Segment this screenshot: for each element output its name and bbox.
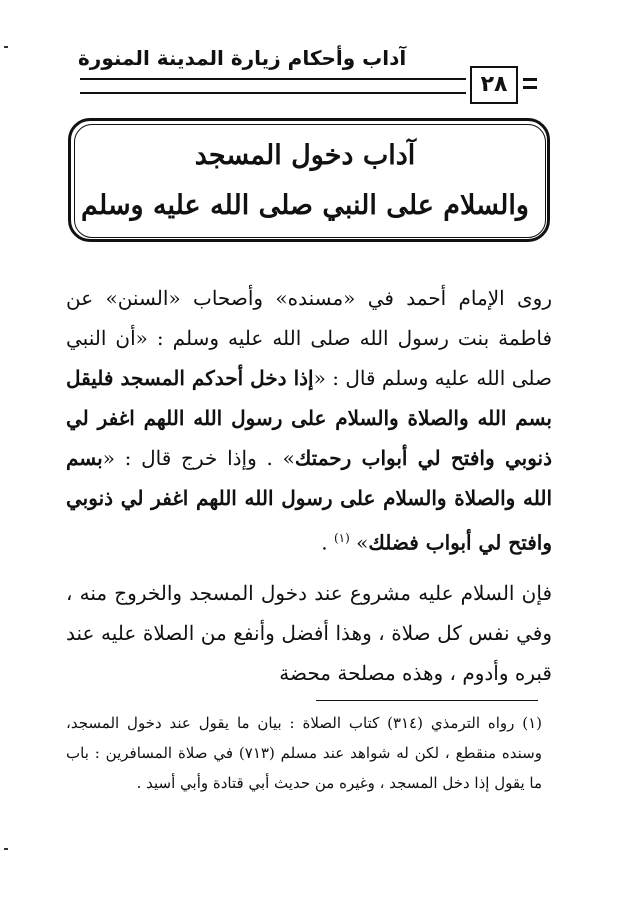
- footnote-reference: (١): [333, 531, 350, 545]
- header-dash-mark: [523, 78, 537, 81]
- paragraph-1-middle: » . وإذا خرج قال : «: [102, 446, 295, 470]
- running-header-title: آداب وأحكام زيارة المدينة المنورة: [78, 46, 407, 70]
- margin-mark: [4, 46, 8, 48]
- header-rule: [80, 78, 466, 94]
- header-dash-mark: [523, 86, 537, 89]
- header-rule-gap: [80, 83, 466, 85]
- body-text: [66, 278, 552, 693]
- paragraph-1-intro: روى الإمام أحمد في «مسنده» وأصحاب «السنن» عن فاطمة بنت رسول الله صلى الله عليه وسلم : «أن النبي صلى الله عليه وسلم قال : «: [66, 286, 552, 390]
- hadith-exiting-mosque: بسم الله والصلاة والسلام على رسول الله اللهم اغفر لي ذنوبي وافتح لي أبواب فضلك: [66, 446, 552, 555]
- chapter-title-line-2: والسلام على النبي صلى الله عليه وسلم: [81, 190, 529, 221]
- paragraph-1-end: .: [321, 530, 334, 555]
- footnote: (١) رواه الترمذي (٣١٤) كتاب الصلاة : بيان ما يقول عند دخول المسجد، وسنده منقطع ، لكن له شواهد عند مسلم (٧١٣) في صلاة المسافرين : باب ما يقول إذا دخل المسجد ، وغيره من حديث أبي قتادة وأبي أسيد .: [66, 714, 542, 792]
- margin-mark: [4, 848, 8, 850]
- chapter-title-line-1: آداب دخول المسجد: [194, 140, 416, 171]
- footnote-separator: [316, 700, 538, 701]
- paragraph-2: فإن السلام عليه مشروع عند دخول المسجد والخروج منه ، وفي نفس كل صلاة ، وهذا أفضل وأنفع من الصلاة عليه عند قبره وأدوم ، وهذه مصلحة محضة: [66, 580, 552, 685]
- paragraph-1-close: »: [356, 530, 369, 555]
- paragraph-1: [66, 278, 552, 563]
- hadith-entering-mosque: إذا دخل أحدكم المسجد فليقل بسم الله والصلاة والسلام على رسول الله اللهم اغفر لي ذنوبي وافتح لي أبواب رحمتك: [66, 366, 552, 470]
- page-number: ٢٨: [470, 66, 518, 104]
